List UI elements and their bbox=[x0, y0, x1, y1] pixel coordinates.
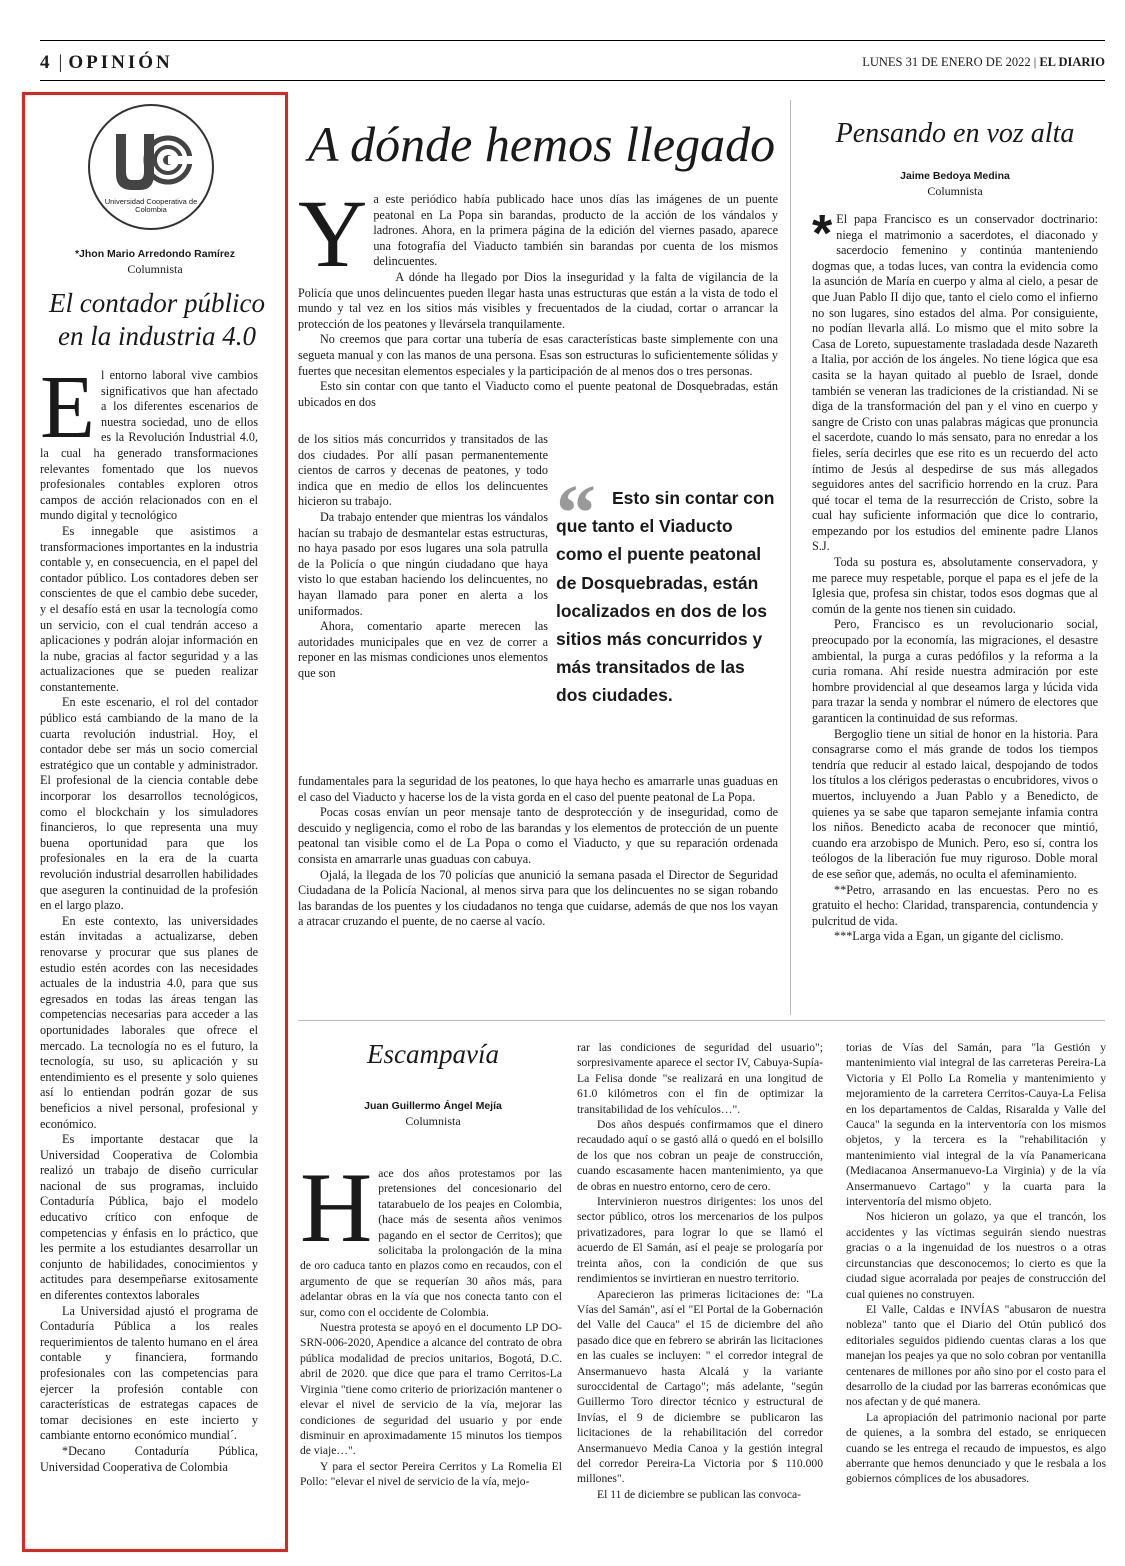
column-body bbox=[812, 205, 1098, 945]
column-author-role: Columnista bbox=[405, 1114, 461, 1128]
university-logo-mark bbox=[110, 130, 192, 201]
column-body bbox=[300, 1152, 562, 1490]
paragraph: ***Larga vida a Egan, un gigante del ciclismo. bbox=[834, 929, 1064, 944]
paragraph: Aparecieron las primeras licitaciones de: "La Vías del Samán", así el "El Portal de la Gobernación del Valle del Cauca" el 15 de diciembre del año pasado dice que en febrero se abrirán las licitaciones en las cuales se incluyen: " el corredor integral de Ansermanuevo hasta Alcalá y la variante suroccidental de Cartago"; más adelante, "según Guillermo Toro director técnico y estructural de Invías, el 9 de diciembre se publicaron las licitaciones de la rehabilitación del corredor Ansermanuevo Media Canoa y la gestión integral del corredor Pereira-La Victoria por $ 110.000 millones". bbox=[577, 1287, 823, 1486]
section-name: OPINIÓN bbox=[68, 52, 173, 73]
paragraph: Nuestra protesta se apoyó en el documento LP DO-SRN-006-2020, Apendice a alcance del contrato de obra pública modalidad de precios unitarios, Bogotá, D.C. abril de 2020. que dice que para el tramo Cerritos-La Virginia "tiene como criterio de priorización mantener o elevar el nivel de servicio de la vía, mejorar las condiciones de seguridad del usuario y por ende disminuir en aproximadamente 15 minutos los tiempos de viaje…". bbox=[300, 1321, 562, 1458]
paragraph bbox=[298, 180, 778, 287]
column-body bbox=[577, 1040, 823, 1502]
paragraph: torias de Vías del Samán, para "la Gestión y mantenimiento vial integral de las carreteras Pereira-La Victoria y El Pollo La Romelia y mantenimiento y mejoramiento de la carretera Cerritos-Cauya-La Felisa en los departamentos de Caldas, Risaralda y Valle del Cauca" la segunda en la interventoría con los mismos objetos, y la tercera es la "rehabilitación y mantenimiento vial integral de la vía Panamericana (Mediacanoa Ansermanuevo-La Virginia) y de la vía Ansermanuevo Cartago" y la cuarta para la interventoría del mismo objeto. bbox=[846, 1041, 1106, 1209]
paragraph: Bergoglio tiene un sitial de honor en la historia. Para consagrarse como el más grande de todos los tiempos tendría que reducir al estado laical, despojando de todos los títulos a los clérigos pederastas o encubridores, vivos o muertos, incluyendo a Juan Pablo y a Benedicto, de quienes ya se sabe que taparon semejante infamia contra los niños. Benedicto acaba de reconocer que mintió, cuando era arzobispo de Munich. Pero, eso sí, contra los teólogos de la liberación fue muy riguroso. Doble moral de ese señor que, además, no oculta el afeminamiento. bbox=[812, 726, 1098, 881]
paragraph: rar las condiciones de seguridad del usuario"; sorpresivamente aparece el sector IV, Cabuya-Supía-La Felisa donde "se realizará en una longitud de 61.0 kilómetros con el fin de optimizar la transitabilidad de los vehículos…". bbox=[577, 1041, 823, 1116]
column-title: Escampavía bbox=[367, 1039, 499, 1069]
header-dateline: LUNES 31 DE ENERO DE 2022 | EL DIARIO bbox=[862, 55, 1105, 69]
column-body bbox=[846, 1040, 1106, 1487]
header-date: LUNES 31 DE ENERO DE 2022 bbox=[862, 55, 1031, 69]
drop-cap: H bbox=[300, 1152, 373, 1263]
paragraph-text: l entorno laboral vive cambios significativos que han afectado a los diferentes escenarios de nuestra sociedad, uno de ellos es la Revolución Industrial 4.0, la cual ha generado transformaciones relevantes fomentado que los nuevos profesionales contables exploren otros campos de acción relacionados con en el mundo digital y tecnológico bbox=[40, 368, 258, 523]
paragraph-text: El papa Francisco es un conservador doctrinario: niega el matrimonio a sacerdotes, el diaconado y sacerdocio femenino y continúa manteniendo dogmas que, a todas luces, van contra la evidencia como la asunción de María en cuerpo y alma al cielo, a pesar de que Juan Pablo II dijo que, tanto el cielo como el infierno no son lugares, sino estados del alma. Por consiguiente, no podían llevarla allá. Lo mismo que el mito sobre la Casa de Loreto, supuestamente trasladada desde Nazareth a Italia, por acción de los ángeles. No tiene lógica que esa casita se la hayan quitado al pueblo de Israel, donde también se veneran las tradiciones de la cristiandad. Ni se diga de la transformación del pan y el vino en cuerpo y sangre de Cristo con unas palabras mágicas que pronuncia el sacerdote, cuando lo más sensato, para no enredar a los fieles, sería decirles que ese rito es un recuerdo del acto íntimo de Jesús al despedirse de sus más allegados seguidores antes del sacrificio horrendo en la cruz. Para qué tocar el tema de la resurrección de Cristo, sobre la cual hay suficiente información que dice lo contrario, empezando por los estudios del eminente padre Llanos S.J. bbox=[812, 212, 1098, 554]
column-title bbox=[30, 287, 284, 353]
header-rule-bottom bbox=[40, 80, 1105, 81]
asterisk-icon: * bbox=[812, 205, 833, 263]
paragraph: Pero, Francisco es un revolucionario social, preocupado por la economía, las migraciones, el desastre ambiental, la purga a curas pedófilos y la reforma a la curia romana. Ahí reside nuestra admiración por este hombre providencial al que deseamos larga y lúcida vida para trazar la senda y nombrar el número de electores que garanticen la continuidad de sus reformas. bbox=[812, 617, 1098, 725]
paragraph: Dos años después confirmamos que el dinero recaudado aquí o se gastó allá o quedó en el bolsillo de los que nos cobran un peaje de construcción, cuando escasamente hacen mantenimiento, ya que de obras en nuestro entorno, cero de cero. bbox=[577, 1118, 823, 1193]
editorial-title: A dónde hemos llegado bbox=[308, 116, 776, 172]
column-author: Jaime Bedoya Medina bbox=[900, 170, 1010, 182]
drop-cap: E bbox=[40, 358, 95, 457]
column-body bbox=[40, 358, 258, 1475]
paragraph: El Valle, Caldas e INVÍAS "abusaron de nuestra nobleza" tanto que el Diario del Otún publicó dos editoriales seguidos pidiendo cuentas claras a los que manejan los peajes ya que no solo cobran por ventanilla centenares de millones por año sino por el costo para el desarrollo de la ciudad por las barreras económicas que nos afectan y de qué manera. bbox=[846, 1302, 1106, 1409]
quote-mark-icon: “ bbox=[556, 470, 596, 558]
section-divider bbox=[298, 1020, 1105, 1021]
column-author: Juan Guillermo Ángel Mejía bbox=[364, 1100, 502, 1112]
paragraph: La Universidad ajustó el programa de Contaduría Pública a los reales requerimientos de talento humano en el área contable y financiera, formando profesionales con las competencias para ejercer la profesión contable con características de estrategas capaces de tomar decisiones en este incierto y cambiante entorno económico mundial´. bbox=[40, 1303, 258, 1443]
paragraph: Es innegable que asistimos a transformaciones importantes en la industria contable y, en consecuencia, en el papel del contador público. Los contadores deben ser conscientes de que el cambio debe suceder, y el desafío está en usar la tecnología como un servicio, con el cual tendrán acceso a aplicaciones y podrán alojar información en la nube, gracias al factor seguridad y a las actualizaciones que se pueden realizar constantemente. bbox=[40, 523, 258, 694]
paragraph: Y para el sector Pereira Cerritos y La Romelia El Pollo: "elevar el nivel de servicio de la vía, mejo- bbox=[300, 1459, 562, 1489]
column-title: Pensando en voz alta bbox=[835, 118, 1075, 149]
paragraph: Ojalá, la llegada de los 70 policías que anunició la semana pasada el Director de Seguridad Ciudadana de la Policía Nacional, al menos sirva para que los delincuentes no se sigan robando las barandas de los puentes y los ciudadanos no tenga que cuidarse, además de que nos los vayan a atracar cruzando el puente, de no caerse al vacío. bbox=[298, 867, 778, 929]
pull-quote-text: Esto sin contar con que tanto el Viaducto como el puente peatonal de Dosquebradas, están localizados en dos de los sitios más concurridos y más transitados de las dos ciudades. bbox=[556, 488, 775, 706]
paragraph: En este contexto, las universidades están invitadas a actualizarse, deben renovarse y procurar que sus planes de estudio estén acordes con las necesidades actuales de la industria 4.0, para que sus egresados en todas las áreas tengan las competencias necesarias para acceder a las oportunidades laborales que ofrece el mercado. La tecnología no es el futuro, la tecnología, su uso, su aplicación y su entendimiento es el presente y solo quienes así lo entiendan podrán gozar de sus beneficios a nivel personal, profesional y económico. bbox=[40, 913, 258, 1131]
paragraph: fundamentales para la seguridad de los peatones, lo que haya hecho es amarrarle unas guaduas en el caso del Viaducto y hacerse los de la vista gorda en el caso del puente peatonal de La Popa. bbox=[298, 774, 778, 804]
header-separator: | bbox=[58, 52, 63, 73]
editorial-body-left bbox=[298, 432, 548, 682]
paragraph: **Petro, arrasando en las encuestas. Pero no es gratuito el hecho: Claridad, transparencia, contundencia y pulcritud de vida. bbox=[812, 882, 1098, 928]
column-title-line: El contador público bbox=[49, 288, 265, 318]
paragraph bbox=[40, 358, 258, 524]
header-section bbox=[40, 52, 173, 74]
paragraph-text: a este periódico había publicado hace unos días las imágenes de un puente peatonal en La Popa sin barandas, producto de la acción de los vándalos y ladrones. Ahora, en la primera página de la edición del viernes pasado, aparece una fotografía del Viaducto también sin barandas por cuenta de los mismos delincuentes. bbox=[373, 192, 778, 269]
paragraph: La apropiación del patrimonio nacional por parte de quienes, a la sombra del estado, se enriquecen cuando se les entrega el recaudo de impuestos, es algo aberrante que hemos denunciado y que le resbala a los gobiernos cómplices de los abusadores. bbox=[846, 1410, 1106, 1486]
editorial-body-bottom bbox=[298, 774, 778, 930]
paragraph: de los sitios más concurridos y transitados de las dos ciudades. Por allí pasan permanentemente cientos de carros y decenas de peatones, y todo indica que en medio de ellos los delincuentes hicieron su trabajo. bbox=[298, 432, 548, 509]
paper-name: EL DIARIO bbox=[1039, 55, 1105, 69]
page-number: 4 bbox=[40, 52, 53, 73]
column-author: *Jhon Mario Arredondo Ramírez bbox=[74, 248, 236, 260]
drop-cap: Y bbox=[298, 180, 368, 287]
paragraph: El 11 de diciembre se publican las convoca- bbox=[597, 1487, 801, 1501]
column-author-role: Columnista bbox=[927, 184, 983, 198]
paragraph: En este escenario, el rol del contador público está cambiando de la mano de la cuarta revolución industrial. Hoy, el contador debe ser más un socio comercial estratégico que un contable y administrador. El profesional de la ciencia contable debe incorporar los desarrollos tecnológicos, como el blockchain y los simuladores financieros, lo que representa una muy buena oportunidad para que los profesionales en la era de la cuarta revolución industrial desarrollen habilidades que aseguren la continuidad de la profesión en el largo plazo. bbox=[40, 695, 258, 913]
paragraph: Pocas cosas envían un peor mensaje tanto de desprotección y de inseguridad, como de descuido y negligencia, como el robo de las barandas y los elementos de protección de un puente peatonal tan visible como el de La Popa o como el Viaducto, y que su reparación ordenada consista en amarrarle unas guaduas con cabuya. bbox=[298, 805, 778, 866]
paragraph: Esto sin contar con que tanto el Viaducto como el puente peatonal de Dosquebradas, están ubicados en dos bbox=[298, 379, 778, 409]
column-divider bbox=[790, 100, 791, 1015]
pull-quote bbox=[556, 470, 776, 710]
paragraph: Toda su postura es, absolutamente conservadora, y me parece muy respetable, porque el papa es el jefe de la Iglesia que, profesa sin chistar, todos esos dogmas que al común de la gente nos tienen sin cuidado. bbox=[812, 555, 1098, 616]
column-author-role: Columnista bbox=[127, 262, 183, 276]
paragraph bbox=[300, 1152, 562, 1320]
header-rule-top bbox=[40, 40, 1105, 41]
university-logo-text: Universidad Cooperativa de Colombia bbox=[104, 197, 198, 214]
paragraph: No creemos que para cortar una tubería de esas características baste simplemente con una segueta manual y con las manos de una persona. Esas son estructuras lo suficientemente sólidas y fuertes que necesitan elementos especiales y la participación de al menos dos o tres personas. bbox=[298, 332, 778, 378]
paragraph: Nos hicieron un golazo, ya que el trancón, los accidentes y las víctimas seguirán siendo nuestras gracias o a la ingenuidad de los nuestros o a otras circunstancias que desconocemos; lo cierto es que la ciudad sigue acorralada por peajes de construcción del cual quienes no construyen. bbox=[846, 1210, 1106, 1301]
author-note: *Decano Contaduría Pública, Universidad Cooperativa de Colombia bbox=[40, 1443, 258, 1474]
editorial-body-top bbox=[298, 180, 778, 410]
paragraph: Es importante destacar que la Universidad Cooperativa de Colombia realizó un trabajo de diseño curricular nacional de sus programas, incluido Contaduría Pública, bajo el modelo educativo crítico con enfoque de competencias y énfasis en lo práctico, que les permite a los estudiantes desarrollar un conjunto de habilidades, conocimientos y actitudes para desempeñarse exitosamente en diferentes contextos laborales bbox=[40, 1132, 258, 1303]
paragraph bbox=[812, 205, 1098, 555]
paragraph: Da trabajo entender que mientras los vándalos hacían su trabajo de desmantelar estas estructuras, no haya pasado por esos lugares una sola patrulla de la Policía o que ningún ciudadano que haya visto lo que estaban haciendo los delincuentes, no hayan llamado para poner en alerta a los uniformados. bbox=[298, 509, 548, 618]
paragraph: A dónde ha llegado por Dios la inseguridad y la falta de vigilancia de la Policía que unos delincuentes pueden llegar hasta unas estructuras que están a la vista de todo el mundo y tal vez en los sitios más visibles y frecuentados de la ciudad, cortar o arrancar la protección de los peatones y llevársela tranquilamente. bbox=[298, 269, 778, 331]
paragraph: Intervinieron nuestros dirigentes: los unos del sector público, otros los mercenarios de los pulpos privatizadores, para lograr lo que se llamó el acuerdo de El Samán, así el peaje se prologaría por treinta años, con la condición de que sus rendimientos se invirtieran en nuestro territorio. bbox=[577, 1195, 823, 1286]
paragraph-text: ace dos años protestamos por las pretensiones del concesionario del tatarabuelo de los peajes en Colombia, (hace más de sesenta años venimos pagando en el sector de Cerritos); que solicitaba la prolongación de la mina de oro caduca tanto en plazos como en recaudos, con el argumento de que se requerían 30 años más, para adelantar obras en la vía que nos conecta tanto con el sur, como con el occidente de Colombia. bbox=[300, 1167, 562, 1319]
paragraph: Ahora, comentario aparte merecen las autoridades municipales que en vez de correr a reponer en las mismas condiciones unos elementos que son bbox=[298, 619, 548, 680]
column-title-line: en la industria 4.0 bbox=[57, 321, 256, 351]
